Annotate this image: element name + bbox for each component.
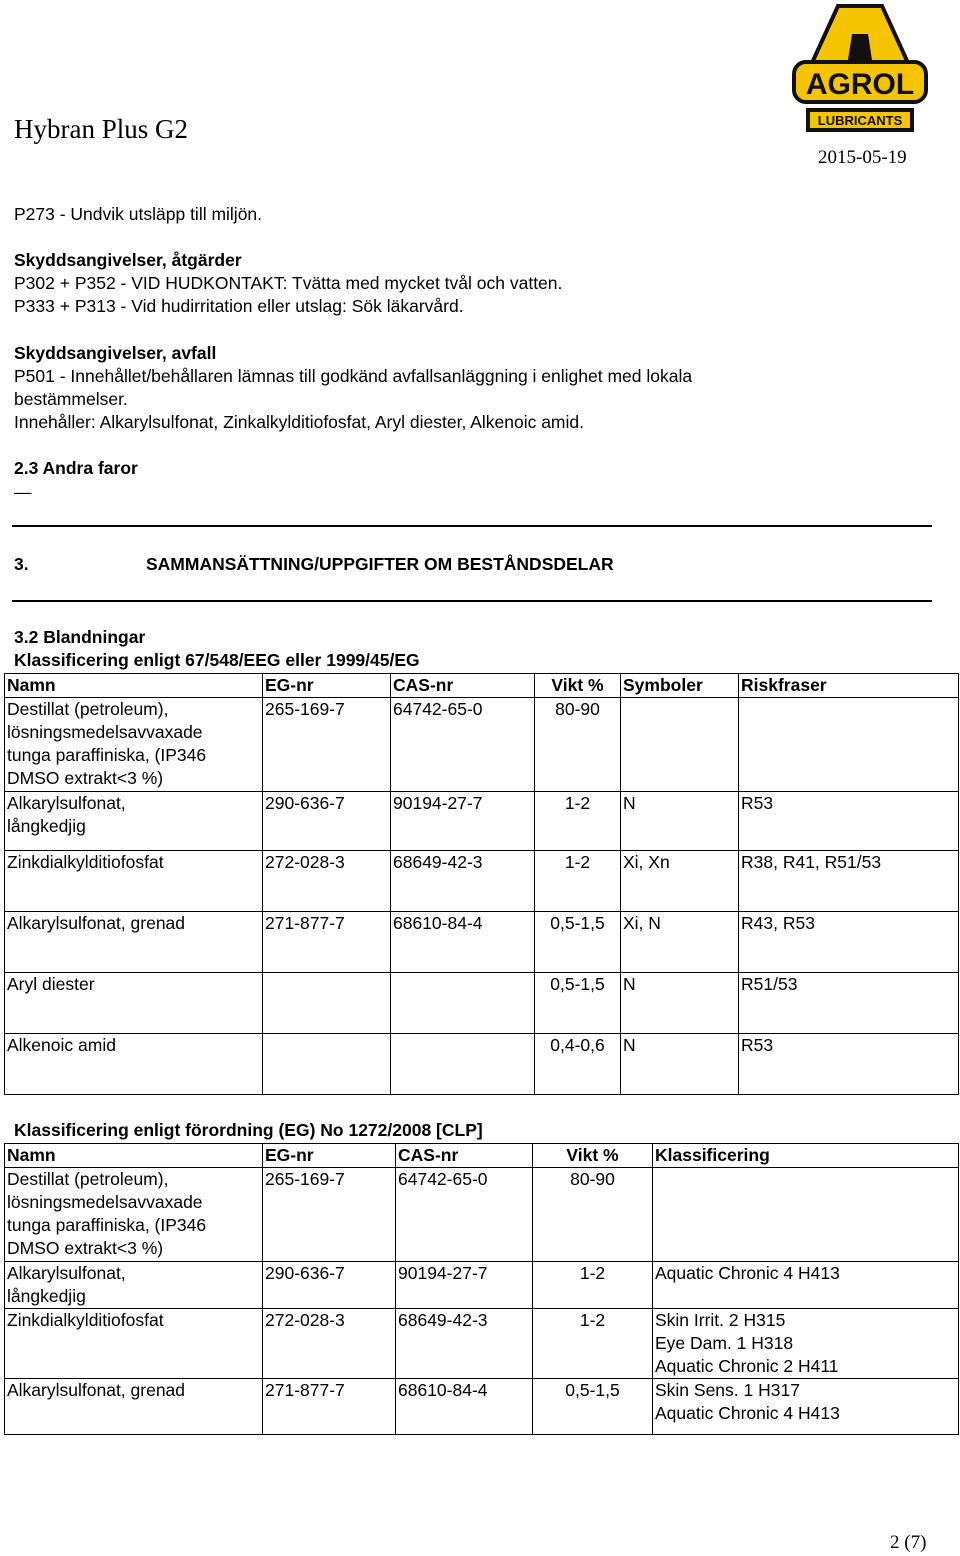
cell-eg-nr: 265-169-7 [263, 1168, 396, 1262]
classification-table-67-548 [4, 673, 959, 1095]
cell-namn: Zinkdialkylditiofosfat [5, 851, 263, 912]
section-3-2-heading: 3.2 Blandningar [14, 627, 146, 647]
innehaller-text: Innehåller: Alkarylsulfonat, Zinkalkylditiofosfat, Aryl diester, Alkenoic amid. [14, 412, 584, 432]
document-date: 2015-05-19 [818, 147, 907, 168]
cell-eg-nr: 271-877-7 [263, 912, 391, 973]
cell-symboler: N [621, 973, 739, 1034]
table1-header-cas: CAS-nr [391, 674, 535, 698]
avfall-heading: Skyddsangivelser, avfall [14, 343, 217, 363]
divider-top [12, 525, 932, 527]
logo-sub-text: LUBRICANTS [817, 113, 903, 128]
section-2-3-heading: 2.3 Andra faror [14, 458, 138, 478]
cell-klassificering: Skin Sens. 1 H317 Aquatic Chronic 4 H413 [653, 1379, 959, 1435]
table2-header-cas: CAS-nr [396, 1144, 533, 1168]
cell-cas-nr: 64742-65-0 [391, 698, 535, 792]
cell-symboler: Xi, Xn [621, 851, 739, 912]
cell-eg-nr [263, 973, 391, 1034]
cell-vikt: 1-2 [535, 851, 621, 912]
p273-text: P273 - Undvik utsläpp till miljön. [14, 204, 263, 224]
table-row [5, 1168, 959, 1262]
logo-main-text: AGROL [805, 68, 915, 101]
cell-riskfraser: R38, R41, R51/53 [739, 851, 959, 912]
cell-klassificering: Aquatic Chronic 4 H413 [653, 1262, 959, 1309]
table2-header-eg: EG-nr [263, 1144, 396, 1168]
page-number: 2 (7) [890, 1532, 927, 1553]
table-row [5, 1262, 959, 1309]
cell-cas-nr: 68610-84-4 [391, 912, 535, 973]
cell-klassificering: Skin Irrit. 2 H315 Eye Dam. 1 H318 Aquatic Chronic 2 H411 [653, 1309, 959, 1379]
section-3-number: 3. [14, 554, 29, 574]
table1-header-vikt: Vikt % [535, 674, 621, 698]
classification-table-clp [4, 1143, 959, 1435]
table2-header-namn: Namn [5, 1144, 263, 1168]
table2-header-klassificering: Klassificering [653, 1144, 959, 1168]
cell-riskfraser: R53 [739, 792, 959, 851]
cell-vikt: 0,5-1,5 [533, 1379, 653, 1435]
cell-eg-nr: 271-877-7 [263, 1379, 396, 1435]
cell-namn: Destillat (petroleum), lösningsmedelsavvaxade tunga paraffiniska, (IP346 DMSO extrakt<3 %) [5, 1168, 263, 1262]
cell-vikt: 80-90 [535, 698, 621, 792]
cell-namn: Destillat (petroleum), lösningsmedelsavvaxade tunga paraffiniska, (IP346 DMSO extrakt<3 %) [5, 698, 263, 792]
table-row [5, 1034, 959, 1095]
cell-symboler [621, 698, 739, 792]
cell-namn: Alkarylsulfonat, grenad [5, 1379, 263, 1435]
cell-eg-nr [263, 1034, 391, 1095]
table2-header-row [5, 1144, 959, 1168]
cell-vikt: 1-2 [533, 1262, 653, 1309]
cell-vikt: 0,5-1,5 [535, 973, 621, 1034]
cell-cas-nr: 68610-84-4 [396, 1379, 533, 1435]
atgarder-heading: Skyddsangivelser, åtgärder [14, 250, 242, 270]
cell-namn: Alkarylsulfonat, grenad [5, 912, 263, 973]
cell-cas-nr [391, 973, 535, 1034]
agrol-logo [790, 4, 930, 136]
table1-header-riskfraser: Riskfraser [739, 674, 959, 698]
cell-cas-nr: 90194-27-7 [391, 792, 535, 851]
divider-bottom [12, 600, 932, 602]
cell-eg-nr: 290-636-7 [263, 792, 391, 851]
cell-eg-nr: 272-028-3 [263, 851, 391, 912]
cell-cas-nr: 90194-27-7 [396, 1262, 533, 1309]
cell-riskfraser: R51/53 [739, 973, 959, 1034]
table2-header-vikt: Vikt % [533, 1144, 653, 1168]
cell-namn: Aryl diester [5, 973, 263, 1034]
klass-clp-heading: Klassificering enligt förordning (EG) No 1272/2008 [CLP] [14, 1120, 483, 1140]
table-row [5, 792, 959, 851]
table1-header-eg: EG-nr [263, 674, 391, 698]
cell-vikt: 0,4-0,6 [535, 1034, 621, 1095]
table-row [5, 1309, 959, 1379]
section-3-title: SAMMANSÄTTNING/UPPGIFTER OM BESTÅNDSDELAR [146, 554, 614, 574]
cell-eg-nr: 290-636-7 [263, 1262, 396, 1309]
cell-eg-nr: 272-028-3 [263, 1309, 396, 1379]
cell-riskfraser [739, 698, 959, 792]
table-row [5, 851, 959, 912]
cell-cas-nr: 68649-42-3 [396, 1309, 533, 1379]
table1-header-row [5, 674, 959, 698]
cell-vikt: 80-90 [533, 1168, 653, 1262]
cell-vikt: 1-2 [533, 1309, 653, 1379]
cell-riskfraser: R53 [739, 1034, 959, 1095]
cell-vikt: 1-2 [535, 792, 621, 851]
cell-eg-nr: 265-169-7 [263, 698, 391, 792]
dash-text: — [14, 482, 32, 502]
cell-klassificering [653, 1168, 959, 1262]
cell-cas-nr: 68649-42-3 [391, 851, 535, 912]
cell-symboler: N [621, 1034, 739, 1095]
table-row [5, 698, 959, 792]
cell-namn: Alkenoic amid [5, 1034, 263, 1095]
klass-67-548-heading: Klassificering enligt 67/548/EEG eller 1999/45/EG [14, 650, 420, 670]
table-row [5, 1379, 959, 1435]
cell-symboler: Xi, N [621, 912, 739, 973]
cell-namn: Alkarylsulfonat, långkedjig [5, 792, 263, 851]
table1-header-symboler: Symboler [621, 674, 739, 698]
cell-symboler: N [621, 792, 739, 851]
cell-namn: Zinkdialkylditiofosfat [5, 1309, 263, 1379]
p501-line2: bestämmelser. [14, 389, 128, 409]
cell-cas-nr [391, 1034, 535, 1095]
p333-text: P333 + P313 - Vid hudirritation eller utslag: Sök läkarvård. [14, 296, 464, 316]
table-row [5, 973, 959, 1034]
cell-namn: Alkarylsulfonat, långkedjig [5, 1262, 263, 1309]
table-row [5, 912, 959, 973]
document-title: Hybran Plus G2 [14, 114, 188, 144]
p302-text: P302 + P352 - VID HUDKONTAKT: Tvätta med mycket tvål och vatten. [14, 273, 563, 293]
cell-cas-nr: 64742-65-0 [396, 1168, 533, 1262]
table1-header-namn: Namn [5, 674, 263, 698]
cell-vikt: 0,5-1,5 [535, 912, 621, 973]
p501-line1: P501 - Innehållet/behållaren lämnas till godkänd avfallsanläggning i enlighet med lokala [14, 366, 693, 386]
cell-riskfraser: R43, R53 [739, 912, 959, 973]
